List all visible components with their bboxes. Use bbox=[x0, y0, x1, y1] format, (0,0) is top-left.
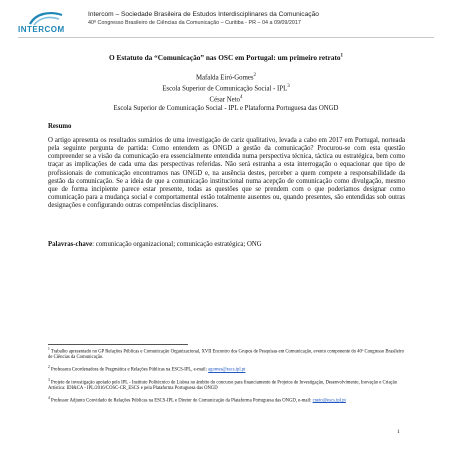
footnote-divider bbox=[48, 344, 188, 345]
footnote: $^2$ Professora Coordenadora de Pragmática e Relações Públicas na ESCS-IPL, e-mail: agomes@escs.ipl.pt bbox=[48, 365, 246, 373]
footnote: $^3$ Projeto de investigação apoiado pelo IPL - Instituto Politécnico de Lisboa no âmbito do concurso para financiamento de Projetos de Investigação, Desenvolvimento, Inovação e Criação Artística: IDI&CA - IPL/2016/COSC-CR_ESCS e pela Plataforma Portuguesa das ONGD bbox=[48, 377, 398, 391]
abstract-heading: Resumo bbox=[48, 123, 72, 130]
logo-text: INTERCOM bbox=[18, 25, 65, 34]
page-number: 1 bbox=[397, 429, 400, 435]
society-name: Intercom – Sociedade Brasileira de Estudos Interdisciplinares da Comunicação bbox=[88, 11, 319, 18]
footnote: $^4$ Professor Adjunto Convidado de Relações Públicas na ESCS-IPL e Diretor de Comunicação da Plataforma Portuguesa das ONGD, e-mail: cneto@escs.ipl.pt bbox=[48, 395, 346, 404]
header-divider bbox=[18, 37, 434, 38]
footnotes bbox=[48, 347, 405, 408]
author-name: Mafalda Eiró-Gomes$^2$ bbox=[195, 73, 257, 82]
email-link[interactable]: agomes@escs.ipl.pt bbox=[208, 367, 246, 373]
intercom-logo-icon bbox=[26, 10, 66, 26]
keywords-label: Palavras-chave bbox=[48, 241, 93, 248]
keywords-text: : comunicação organizacional; comunicação estratégica; ONG bbox=[92, 241, 262, 248]
page-header bbox=[18, 10, 438, 36]
conference-info bbox=[88, 11, 319, 27]
author-affiliation: Escola Superior de Comunicação Social - IPL e Plataforma Portuguesa das ONGD bbox=[113, 104, 339, 112]
email-link[interactable]: cneto@escs.ipl.pt bbox=[312, 398, 346, 404]
author-name: César Neto$^4$ bbox=[209, 94, 243, 103]
title-footnote-mark: 1 bbox=[340, 53, 344, 59]
author-affiliation: Escola Superior de Comunicação Social - IPL$^3$ bbox=[162, 83, 290, 93]
abstract-body: O artigo apresenta os resultados sumários de uma investigação de cariz qualitativo, levada a cabo em 2017 em Portugal, norteada pela seguinte pergunta de partida: Como entendem as ONGD a gestão da comunicação? Procurou-se com esta questão compreender se a visão da comunicação era essencialmente entendida numa perspectiva técnica, táctica ou estratégica, bem como traçar as implicações de cada uma das perspectivas referidas. Não será estranha a esta interrogação o equacionar que tipo de profissionais de comunicação encontramos nas ONGD e, na ausência destes, perceber a quem compete a responsabilidade da gestão da comunicação. Se a ideia de que a comunicação institucional numa acepção de comunicação como divulgação, mesmo que de forma incipiente parece estar presente, todas as questões que se prendem com o que poderíamos designar como comunicação para a mudança social e comportamental estão totalmente ausentes ou, quando presentes, são entendidas sob outras designações e configurando outras competências disciplinares. bbox=[48, 137, 405, 210]
congress-name: 40º Congresso Brasileiro de Ciências da Comunicação – Curitiba - PR – 04 a 09/09/2017 bbox=[88, 20, 301, 26]
keywords bbox=[48, 241, 405, 248]
paper-title-text: O Estatuto da “Comunicação” nas OSC em Portugal: um primeiro retrato bbox=[108, 53, 341, 62]
author-block bbox=[0, 72, 452, 113]
intercom-logo bbox=[18, 10, 72, 36]
footnote: $^1$ Trabalho apresentado no GP Relações Públicas e Comunicação Organizacional, XVII Encontro dos Grupos de Pesquisas em Comunicação, evento componente do 40º Congresso Brasileiro de Ciências da Comunicação. bbox=[48, 347, 404, 361]
paper-title bbox=[0, 53, 452, 62]
